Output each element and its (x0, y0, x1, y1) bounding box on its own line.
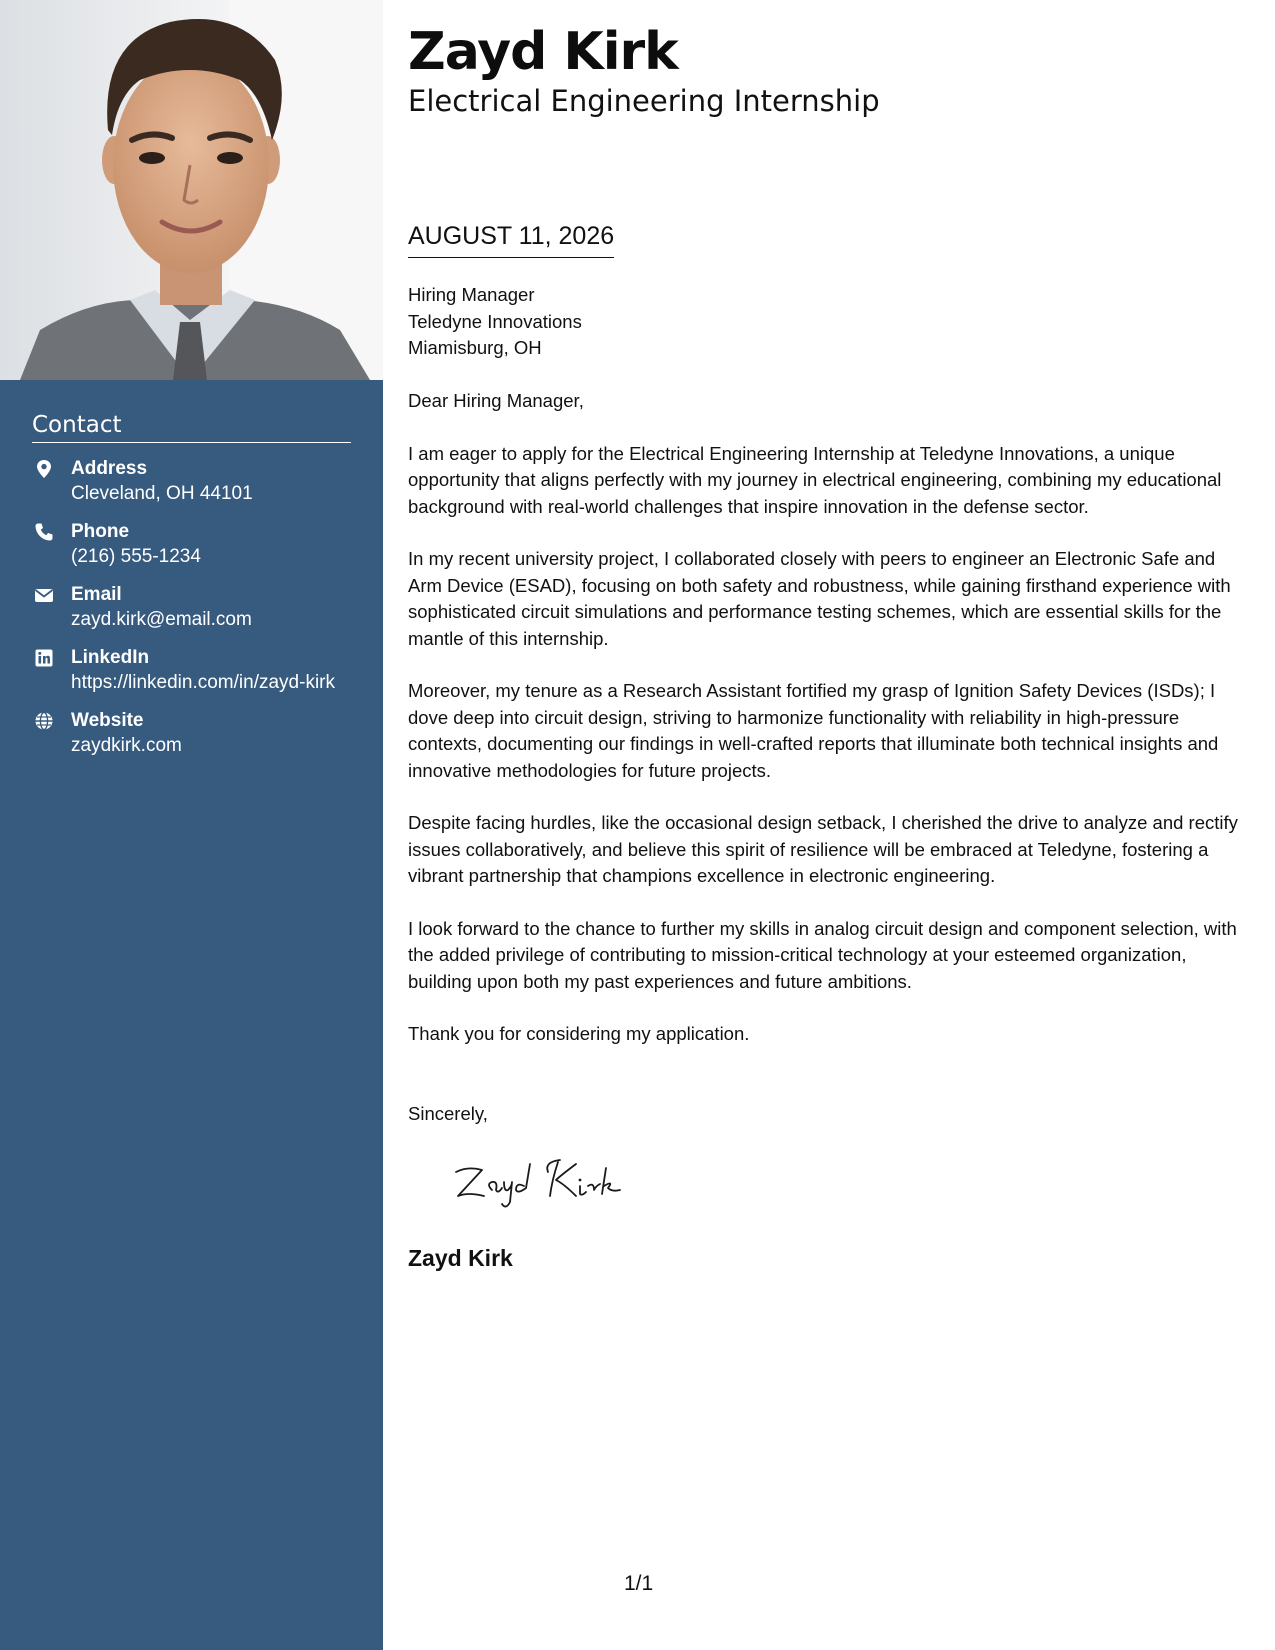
contact-email (32, 583, 351, 646)
phone-value: (216) 555-1234 (71, 546, 201, 567)
recipient-block (408, 282, 582, 362)
email-value[interactable]: zayd.kirk@email.com (71, 609, 252, 630)
signer-name: Zayd Kirk (408, 1245, 513, 1271)
website-value[interactable]: zaydkirk.com (71, 735, 182, 756)
contact-heading: Contact (32, 412, 351, 443)
linkedin-icon (34, 648, 54, 668)
body-paragraph: Despite facing hurdles, like the occasional design setback, I cherished the drive to analyze and rectify issues collaboratively, and believe this spirit of resilience will be embraced at Teledyne, fostering a vibrant partnership that champions excellence in electronic engineering. (408, 812, 1238, 886)
page-number: 1/1 (624, 1572, 654, 1595)
linkedin-value[interactable]: https://linkedin.com/in/zayd-kirk (71, 672, 335, 693)
body-paragraph: I am eager to apply for the Electrical Engineering Internship at Teledyne Innovations, a unique opportunity that aligns perfectly with my journey in electrical engineering, combining my educational background with real-world challenges that inspire innovation in the defense sector. (408, 442, 1222, 517)
contact-phone (32, 520, 351, 583)
letter-body (408, 388, 1253, 1074)
recipient-line: Miamisburg, OH (408, 337, 542, 358)
applicant-name: Zayd Kirk (408, 22, 678, 82)
body-paragraph: Thank you for considering my application. (408, 1023, 750, 1044)
recipient-line: Hiring Manager (408, 284, 535, 305)
body-paragraph: In my recent university project, I collaborated closely with peers to engineer an Electronic Safe and Arm Device (ESAD), focusing on both safety and robustness, while gaining firsthand experience with sophisticated circuit simulations and performance testing schemes, which are essential skills for the mantle of this internship. (408, 548, 1231, 649)
globe-icon (34, 711, 54, 731)
contact-section (32, 412, 351, 772)
envelope-icon (34, 585, 54, 605)
handwritten-signature (448, 1150, 648, 1225)
signature-image (448, 1150, 648, 1220)
closing: Sincerely, (408, 1103, 488, 1124)
greeting: Dear Hiring Manager, (408, 390, 584, 411)
body-paragraph: Moreover, my tenure as a Research Assistant fortified my grasp of Ignition Safety Devices (ISDs); I dove deep into circuit design, striving to harmonize functionality with reliability in high-pressure contexts, documenting our findings in well-crafted reports that illuminate both technical insights and innovative methodologies for future projects. (408, 680, 1219, 781)
linkedin-label: LinkedIn (71, 647, 150, 668)
email-label: Email (71, 584, 122, 605)
contact-website (32, 709, 351, 772)
job-title: Electrical Engineering Internship (408, 84, 880, 118)
profile-photo (0, 0, 383, 380)
letter-date: AUGUST 11, 2026 (408, 222, 614, 258)
phone-icon (34, 522, 54, 542)
contact-linkedin (32, 646, 351, 709)
portrait-image (0, 0, 383, 380)
body-paragraph: I look forward to the chance to further my skills in analog circuit design and component selection, with the added privilege of contributing to mission-critical technology at your esteemed organization, building upon both my past experiences and future ambitions. (408, 917, 1237, 992)
address-value: Cleveland, OH 44101 (71, 483, 253, 504)
website-label: Website (71, 710, 144, 731)
contact-address (32, 457, 351, 520)
map-pin-icon (34, 459, 54, 479)
contact-list (32, 457, 351, 772)
sidebar (0, 0, 383, 1650)
address-label: Address (71, 458, 148, 479)
phone-label: Phone (71, 521, 130, 542)
recipient-line: Teledyne Innovations (408, 310, 582, 332)
